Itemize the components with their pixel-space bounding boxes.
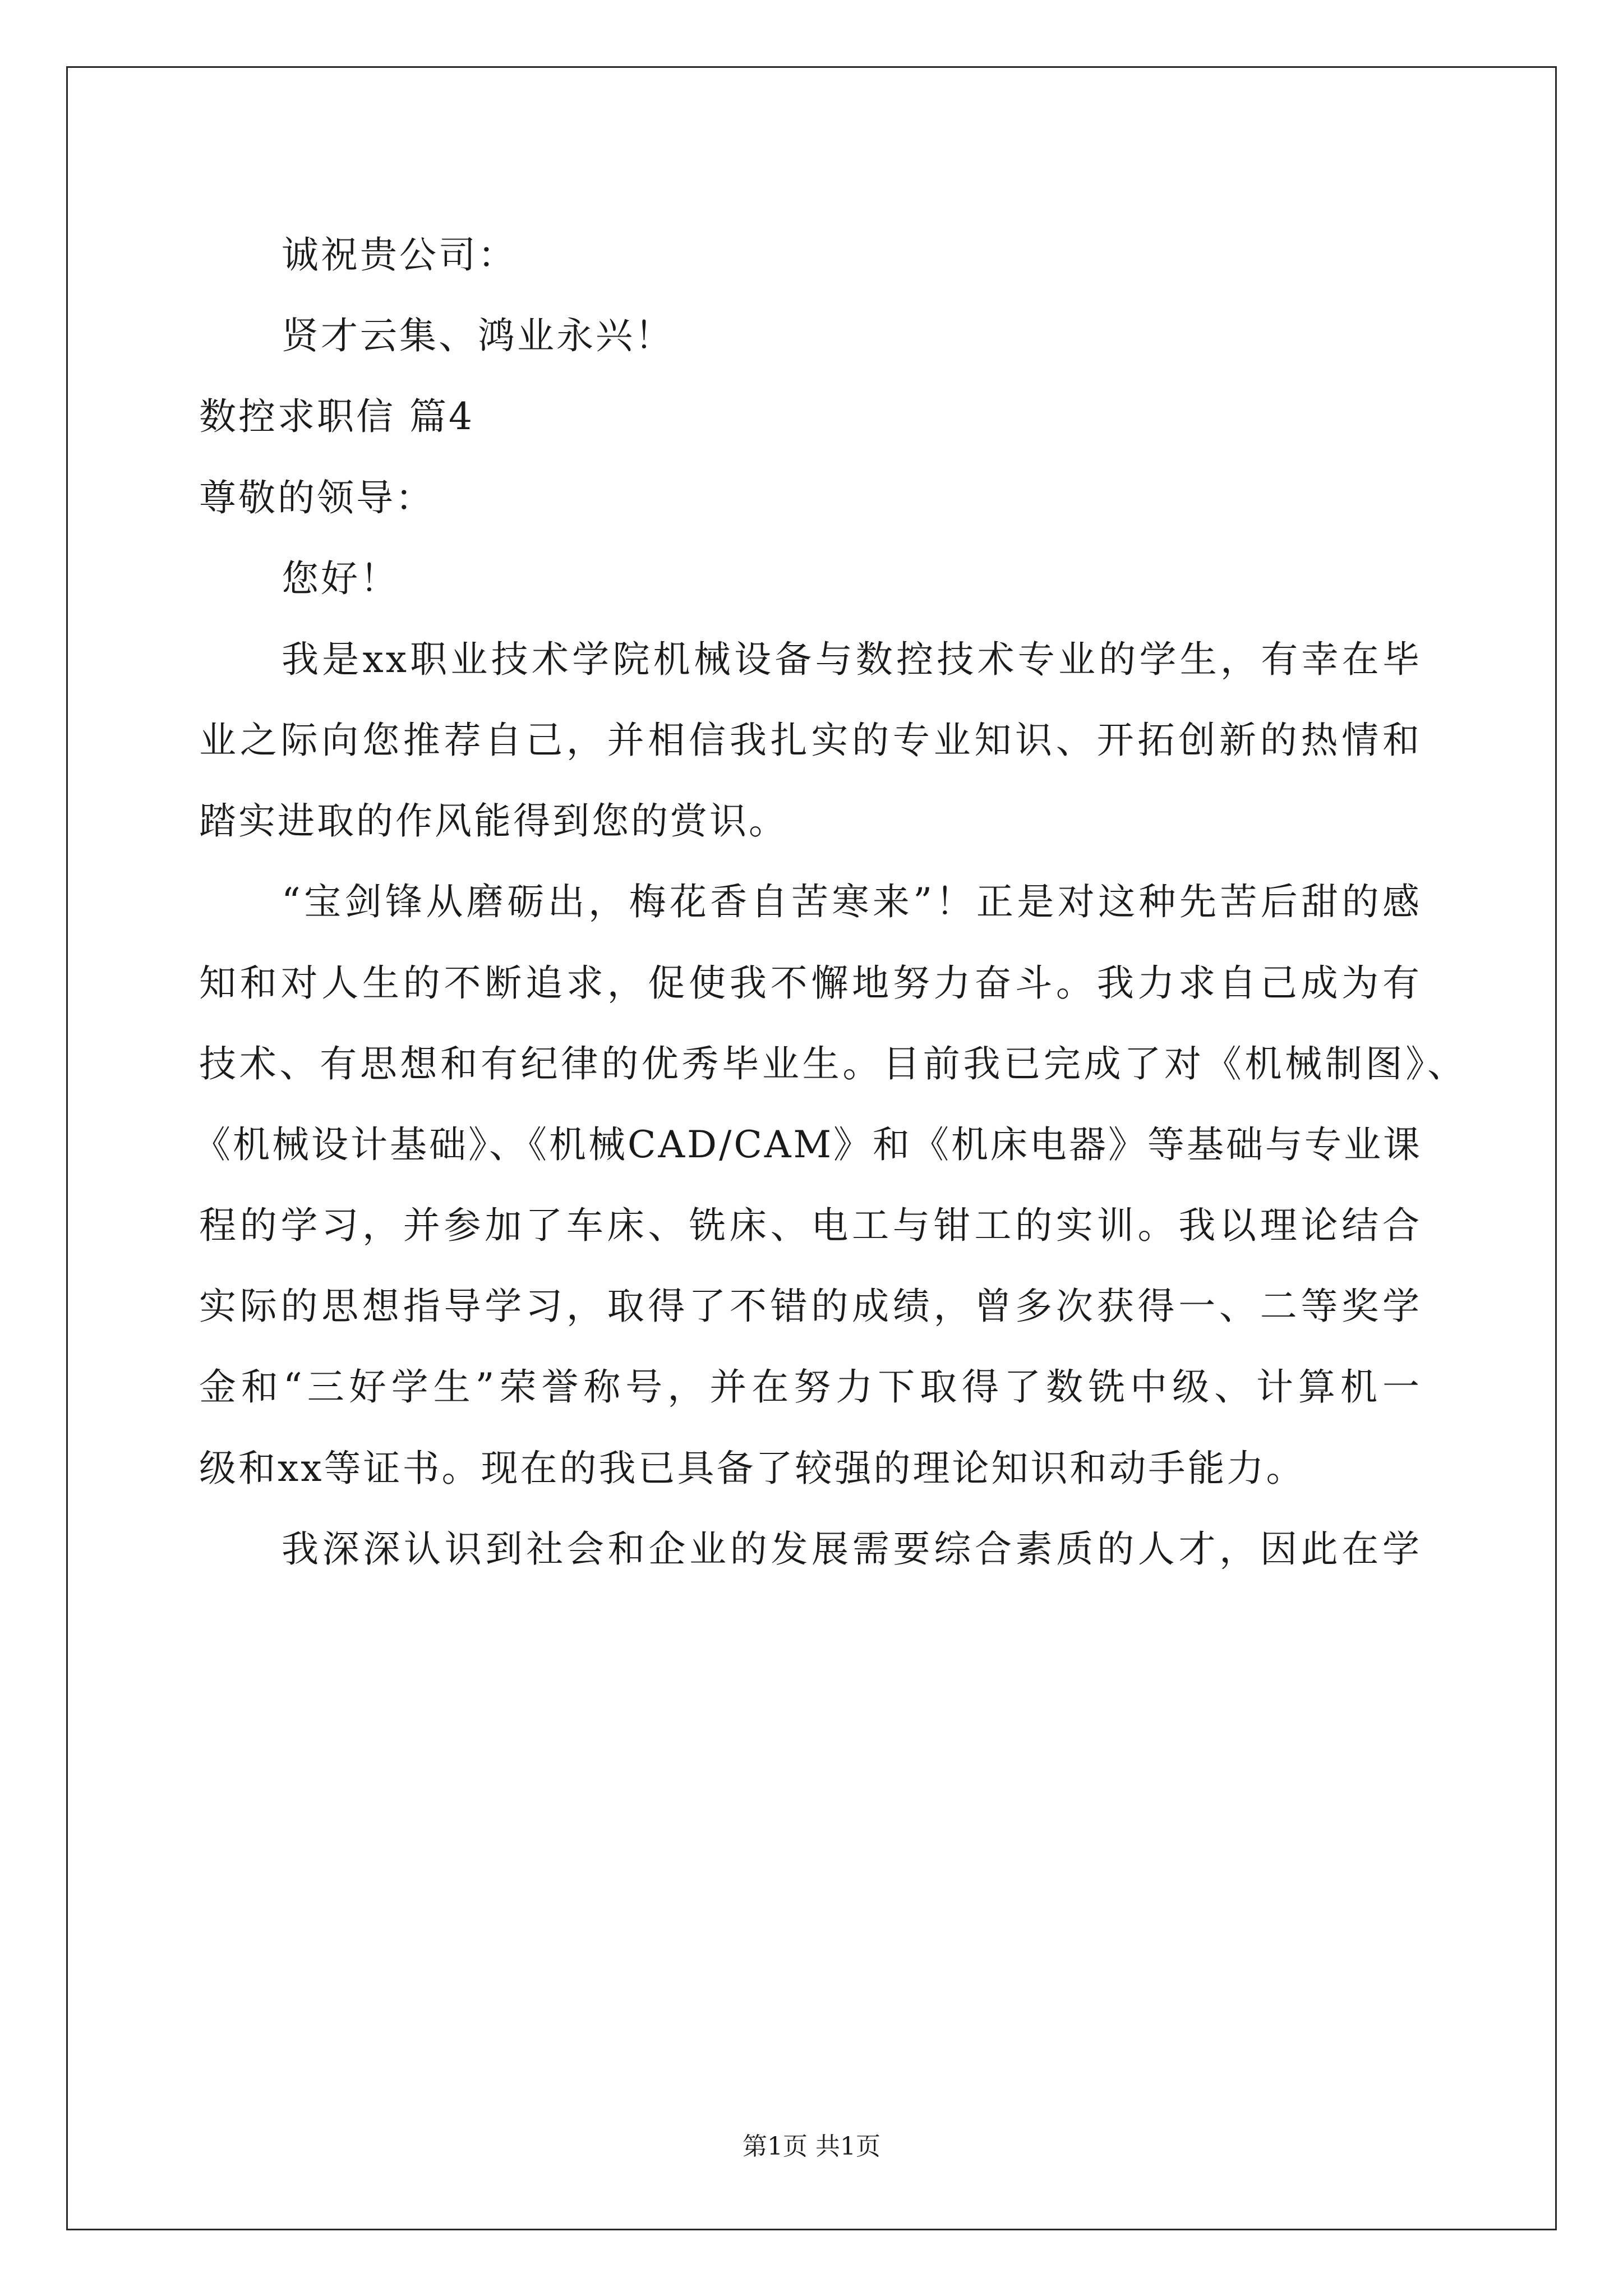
closing-greeting: 诚祝贵公司： bbox=[282, 233, 517, 277]
paragraph-line: 程的学习，并参加了车床、铣床、电工与钳工的实训。我以理论结合 bbox=[199, 1204, 1422, 1247]
paragraph-line: 《机械设计基础》、《机械CAD/CAM》和《机床电器》等基础与专业课 bbox=[193, 1123, 1423, 1166]
paragraph-line: 级和xx等证书。现在的我已具备了较强的理论知识和动手能力。 bbox=[199, 1447, 1306, 1490]
greeting: 您好！ bbox=[282, 557, 399, 600]
paragraph-line: 金和“三好学生”荣誉称号，并在努力下取得了数铣中级、计算机一 bbox=[199, 1365, 1422, 1409]
paragraph-line: 实际的思想指导学习，取得了不错的成绩，曾多次获得一、二等奖学 bbox=[199, 1285, 1422, 1328]
paragraph-line: 技术、有思想和有纪律的优秀毕业生。目前我已完成了对《机械制图》、 bbox=[199, 1042, 1467, 1085]
paragraph-line: 我是xx职业技术学院机械设备与数控技术专业的学生，有幸在毕 bbox=[282, 638, 1422, 681]
salutation: 尊敬的领导： bbox=[199, 476, 435, 519]
section-heading: 数控求职信 篇4 bbox=[199, 395, 474, 438]
page-footer: 第1页 共1页 bbox=[743, 2132, 880, 2161]
paragraph-line: 我深深认识到社会和企业的发展需要综合素质的人才，因此在学 bbox=[282, 1527, 1422, 1571]
paragraph-line: “宝剑锋从磨砺出，梅花香自苦寒来”！正是对这种先苦后甜的感 bbox=[282, 880, 1422, 923]
paragraph-line: 业之际向您推荐自己，并相信我扎实的专业知识、开拓创新的热情和 bbox=[199, 719, 1422, 762]
paragraph-line: 知和对人生的不断追求，促使我不懈地努力奋斗。我力求自己成为有 bbox=[199, 961, 1422, 1005]
closing-wish: 贤才云集、鸿业永兴！ bbox=[282, 314, 674, 357]
paragraph-line: 踏实进取的作风能得到您的赏识。 bbox=[199, 799, 788, 843]
